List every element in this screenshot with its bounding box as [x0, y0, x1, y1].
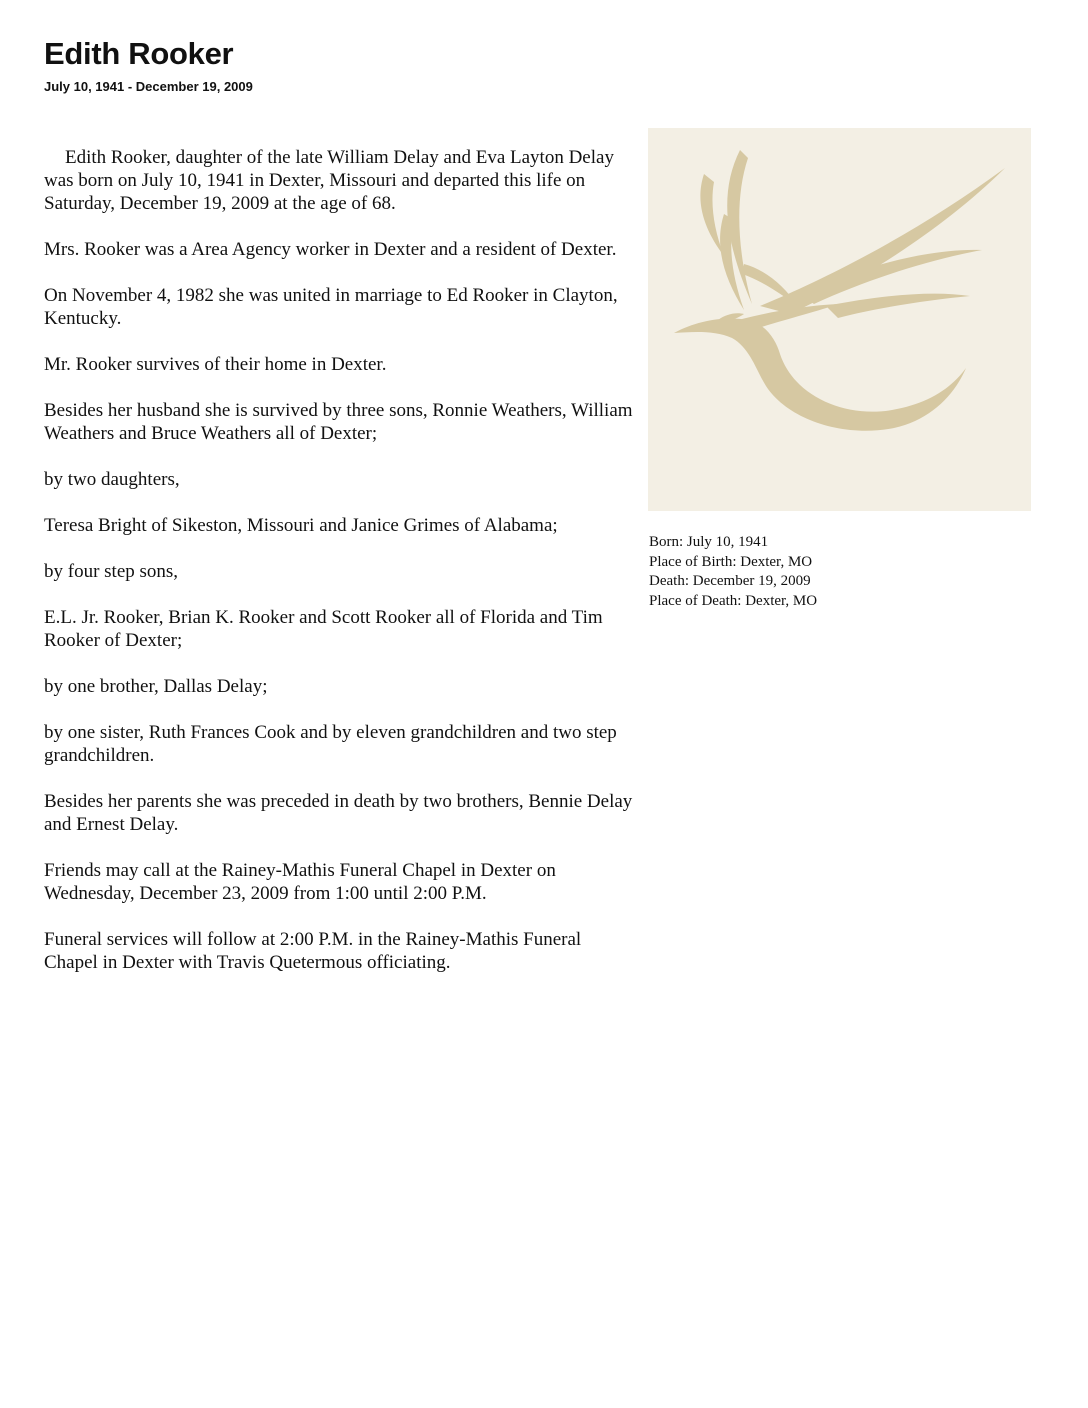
obituary-paragraph: by one sister, Ruth Frances Cook and by eleven grandchildren and two step grandchildren. [44, 722, 617, 766]
page-title: Edith Rooker [44, 36, 234, 71]
obituary-paragraph: Besides her husband she is survived by three sons, Ronnie Weathers, William Weathers and Bruce Weathers all of Dexter; [44, 400, 633, 444]
obituary-paragraph: by two daughters, [44, 469, 180, 490]
obituary-paragraph: On November 4, 1982 she was united in marriage to Ed Rooker in Clayton, Kentucky. [44, 285, 618, 329]
born-date: Born: July 10, 1941 [649, 534, 769, 550]
place-of-birth: Place of Birth: Dexter, MO [649, 553, 813, 570]
death-date: Death: December 19, 2009 [649, 573, 811, 589]
obituary-paragraph: Mr. Rooker survives of their home in Dexter. [44, 354, 387, 375]
place-of-death: Place of Death: Dexter, MO [649, 592, 818, 609]
obituary-paragraph: Friends may call at the Rainey-Mathis Funeral Chapel in Dexter on Wednesday, December 23, 2009 from 1:00 until 2:00 P.M. [44, 860, 556, 904]
life-dates: July 10, 1941 - December 19, 2009 [44, 79, 253, 94]
obituary-paragraph: Funeral services will follow at 2:00 P.M. in the Rainey-Mathis Funeral Chapel in Dexter with Travis Quetermous officiating. [44, 929, 582, 973]
obituary-paragraph: Mrs. Rooker was a Area Agency worker in Dexter and a resident of Dexter. [44, 239, 617, 260]
obituary-paragraph: Teresa Bright of Sikeston, Missouri and Janice Grimes of Alabama; [44, 515, 558, 536]
obituary-paragraph: E.L. Jr. Rooker, Brian K. Rooker and Scott Rooker all of Florida and Tim Rooker of Dexter; [44, 607, 603, 651]
obituary-paragraph: by one brother, Dallas Delay; [44, 676, 268, 697]
dove-icon [648, 128, 1031, 511]
obituary-text [44, 146, 634, 997]
memorial-photo [648, 128, 1031, 511]
obituary-paragraph: Besides her parents she was preceded in death by two brothers, Bennie Delay and Ernest Delay. [44, 791, 633, 835]
obituary-paragraph: Edith Rooker, daughter of the late William Delay and Eva Layton Delay was born on July 10, 1941 in Dexter, Missouri and departed this life on Saturday, December 19, 2009 at the age of 68. [44, 147, 614, 214]
obituary-paragraph: by four step sons, [44, 561, 179, 582]
vital-facts [649, 533, 1029, 611]
